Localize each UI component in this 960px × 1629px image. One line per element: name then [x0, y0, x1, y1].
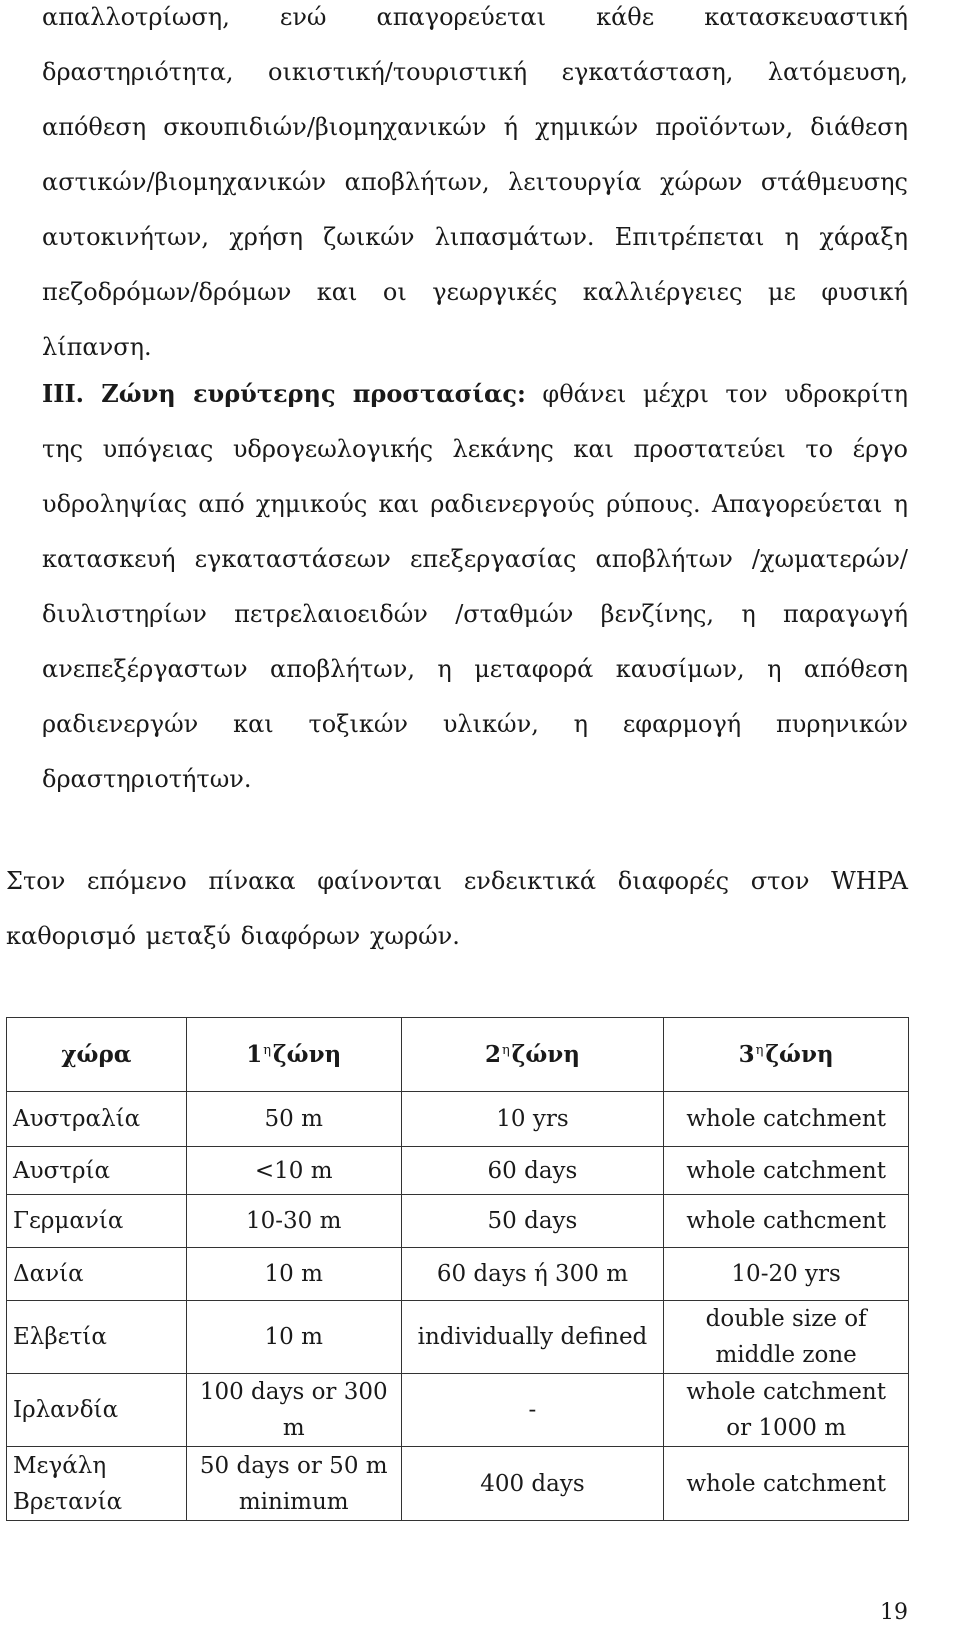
cell-zone-3: whole catchment or 1000 m — [664, 1374, 909, 1447]
zone-iii-body: φθάνει μέχρι τον υδροκρίτη της υπόγειας υδρογεωλογικής λεκάνης και προστατεύει το έργο υδροληψίας από χημικούς και ραδιενεργούς ρύπους. Απαγορεύεται η κατασκευή εγκαταστάσεων επεξεργασίας αποβλήτων /χωματερών/ διυλιστηρίων πετρελαιοειδών /σταθμών βενζίνης, η παραγωγή ανεπεξέργαστων αποβλήτων, η μεταφορά καυσίμων, η απόθεση ραδιενεργών και τοξικών υλικών, η εφαρμογή πυρηνικών δραστηριοτήτων. — [42, 380, 909, 793]
cell-zone-2: 50 days — [401, 1195, 664, 1248]
cell-zone-2: 400 days — [401, 1447, 664, 1521]
page-number: 19 — [880, 1600, 908, 1625]
cell-zone-2: individually defined — [401, 1301, 664, 1374]
cell-zone-3: 10-20 yrs — [664, 1248, 909, 1301]
cell-zone-2: 10 yrs — [401, 1092, 664, 1147]
header-zone-3 — [664, 1018, 909, 1092]
cell-zone-1: 100 days or 300 m — [186, 1374, 401, 1447]
header-zone-2-num: 2 — [484, 1040, 501, 1068]
cell-zone-1: 50 days or 50 m minimum — [186, 1447, 401, 1521]
cell-zone-3: whole catchment — [664, 1447, 909, 1521]
header-zone-3-num: 3 — [738, 1040, 755, 1068]
paragraph-zone-ii-continuation: απαλλοτρίωση, ενώ απαγορεύεται κάθε κατασκευαστική δραστηριότητα, οικιστική/τουριστική εγκατάσταση, λατόμευση, απόθεση σκουπιδιών/βιομηχανικών ή χημικών προϊόντων, διάθεση αστικών/βιομηχανικών αποβλήτων, λειτουργία χώρων στάθμευσης αυτοκινήτων, χρήση ζωικών λιπασμάτων. Επιτρέπεται η χάραξη πεζοδρόμων/δρόμων και οι γεωργικές καλλιέργειες με φυσική λίπανση. — [42, 3, 908, 361]
cell-zone-3: whole catchment — [664, 1147, 909, 1195]
cell-country: Γερμανία — [7, 1195, 187, 1248]
header-zone-3-word: ζώνη — [765, 1040, 834, 1068]
paragraph-table-intro: Στον επόμενο πίνακα φαίνονται ενδεικτικά διαφορές στον WHPA καθορισμό μεταξύ διαφόρων χωρών. — [6, 867, 908, 950]
table-header-row — [7, 1018, 909, 1092]
cell-zone-3: whole catchment — [664, 1092, 909, 1147]
table-row — [7, 1301, 909, 1374]
cell-country: Ιρλανδία — [7, 1374, 187, 1447]
cell-zone-1: 10 m — [186, 1248, 401, 1301]
header-zone-2 — [401, 1018, 664, 1092]
cell-zone-3: whole cathcment — [664, 1195, 909, 1248]
cell-zone-2: - — [401, 1374, 664, 1447]
header-zone-2-sup: η — [501, 1042, 510, 1058]
cell-country: Αυστραλία — [7, 1092, 187, 1147]
table-row — [7, 1092, 909, 1147]
table-row — [7, 1374, 909, 1447]
cell-zone-1: 10-30 m — [186, 1195, 401, 1248]
header-zone-1-word: ζώνη — [273, 1040, 342, 1068]
table-row — [7, 1147, 909, 1195]
cell-zone-2: 60 days ή 300 m — [401, 1248, 664, 1301]
cell-zone-1: <10 m — [186, 1147, 401, 1195]
header-country: χώρα — [7, 1018, 187, 1092]
cell-zone-1: 10 m — [186, 1301, 401, 1374]
cell-zone-3: double size of middle zone — [664, 1301, 909, 1374]
header-zone-1-sup: η — [263, 1042, 272, 1058]
zone-iii-heading: ΙΙΙ. Ζώνη ευρύτερης προστασίας: — [42, 379, 526, 408]
cell-country: Δανία — [7, 1248, 187, 1301]
table-row — [7, 1447, 909, 1521]
cell-zone-2: 60 days — [401, 1147, 664, 1195]
header-zone-1 — [186, 1018, 401, 1092]
table-row — [7, 1195, 909, 1248]
table-row — [7, 1248, 909, 1301]
cell-country: Αυστρία — [7, 1147, 187, 1195]
cell-country: Ελβετία — [7, 1301, 187, 1374]
cell-zone-1: 50 m — [186, 1092, 401, 1147]
header-zone-1-num: 1 — [246, 1040, 263, 1068]
header-zone-3-sup: η — [755, 1042, 764, 1058]
paragraph-zone-iii — [42, 366, 908, 807]
header-zone-2-word: ζώνη — [511, 1040, 580, 1068]
whpa-comparison-table — [6, 1017, 909, 1521]
cell-country: Μεγάλη Βρετανία — [7, 1447, 187, 1521]
